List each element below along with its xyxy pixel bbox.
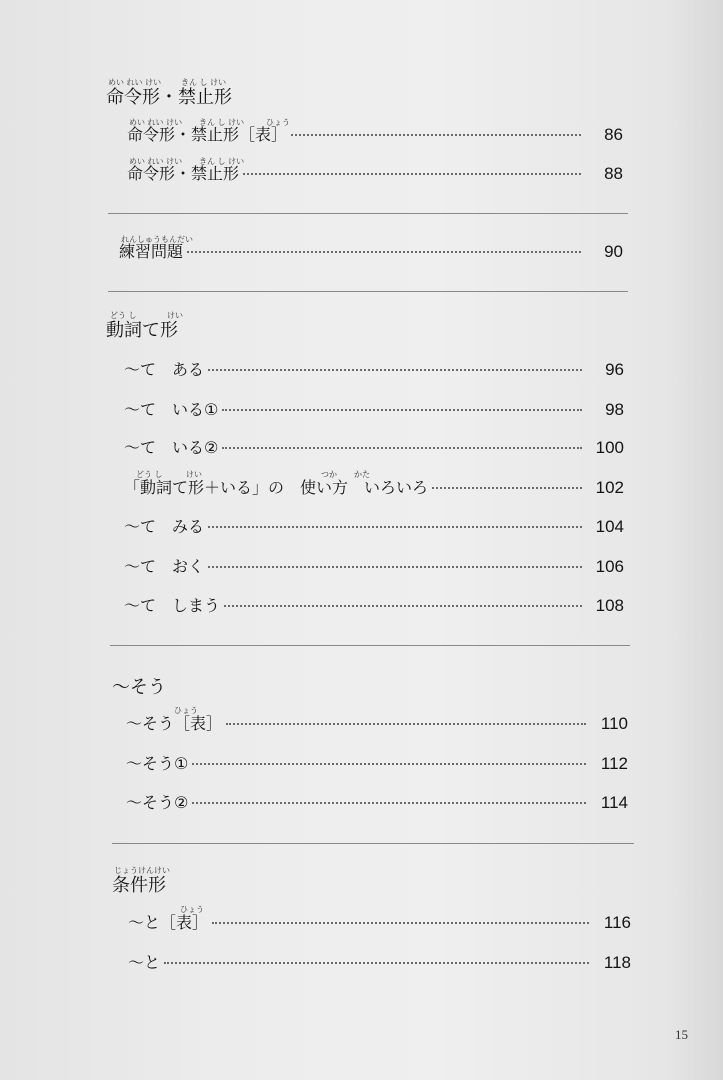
dot-leader — [192, 802, 586, 804]
entry-label: 〜て いる① — [124, 400, 219, 419]
dot-leader — [243, 173, 581, 175]
page-folio-number: 15 — [675, 1027, 688, 1042]
entry-label: 〜て ある — [124, 360, 205, 379]
dot-leader — [208, 369, 582, 371]
section-divider — [108, 291, 628, 292]
toc-entry[interactable] — [127, 163, 623, 185]
furigana-meirei: めい れい けい — [108, 78, 162, 87]
entry-label: 命令形・禁止形［表］ — [127, 125, 288, 144]
dot-leader — [222, 409, 582, 411]
entry-page-number: 98 — [605, 400, 624, 419]
entry-page-number: 118 — [603, 953, 631, 972]
section-heading-sou: 〜そう — [112, 677, 166, 698]
entry-page-number: 108 — [595, 596, 624, 615]
entry-page-number: 100 — [595, 438, 624, 457]
furigana-kinshi: きん し けい — [181, 78, 227, 87]
furigana-kinshi: きん し けい — [199, 157, 245, 166]
entry-page-number: 110 — [600, 714, 628, 733]
dot-leader — [164, 962, 589, 964]
entry-page-number: 104 — [595, 517, 624, 536]
section-divider — [108, 213, 628, 214]
entry-page-number: 96 — [605, 360, 624, 379]
toc-entry[interactable] — [126, 753, 628, 775]
entry-label: 〜て しまう — [124, 596, 221, 615]
entry-label: 〜と［表］ — [128, 913, 209, 932]
furigana-doushi: どう し — [110, 311, 137, 320]
dot-leader — [192, 763, 586, 765]
entry-page-number: 112 — [600, 754, 628, 773]
dot-leader — [291, 134, 581, 136]
section-heading-meireikei: 命令形・禁止形 — [106, 87, 232, 108]
entry-label: 命令形・禁止形 — [127, 164, 240, 183]
furigana-hyou: ひょう — [180, 905, 204, 914]
toc-entry[interactable] — [128, 912, 631, 934]
toc-entry[interactable] — [124, 556, 624, 578]
toc-entry[interactable] — [126, 713, 628, 735]
entry-label: 〜そう② — [126, 793, 189, 812]
section-divider — [112, 843, 634, 844]
furigana-kata: かた — [354, 470, 370, 479]
furigana-meirei: めい れい けい — [129, 118, 183, 127]
dot-leader — [226, 723, 586, 725]
toc-entry[interactable] — [124, 477, 624, 499]
dot-leader — [208, 526, 582, 528]
furigana-kei: けい — [186, 470, 202, 479]
entry-label: 〜て おく — [124, 557, 205, 576]
toc-entry[interactable] — [124, 437, 624, 459]
dot-leader — [432, 487, 582, 489]
entry-page-number: 106 — [595, 557, 624, 576]
entry-label: 〜て いる② — [124, 438, 219, 457]
entry-label: 〜そう① — [126, 754, 189, 773]
dot-leader — [212, 922, 589, 924]
entry-page-number: 88 — [604, 164, 623, 183]
furigana-jouken: じょうけんけい — [114, 866, 170, 875]
entry-label: 〜そう［表］ — [126, 714, 223, 733]
toc-entry[interactable] — [124, 359, 624, 381]
section-divider — [110, 645, 630, 646]
toc-entry[interactable] — [124, 516, 624, 538]
entry-label: 「動詞て形＋いる」の 使い方 いろいろ — [124, 478, 429, 497]
entry-page-number: 90 — [604, 242, 623, 261]
furigana-hyou: ひょう — [174, 706, 198, 715]
furigana-kinshi: きん し けい — [199, 118, 245, 127]
dot-leader — [187, 251, 581, 253]
toc-entry[interactable] — [119, 241, 623, 263]
furigana-hyou: ひょう — [266, 118, 290, 127]
dot-leader — [224, 605, 582, 607]
dot-leader — [208, 566, 582, 568]
entry-page-number: 116 — [603, 913, 631, 932]
toc-entry[interactable] — [127, 124, 623, 146]
entry-page-number: 102 — [595, 478, 624, 497]
entry-label: 練習問題 — [119, 242, 184, 261]
section-heading-jouken: 条件形 — [112, 875, 166, 896]
entry-label: 〜て みる — [124, 517, 205, 536]
furigana-tsukai: つか — [321, 470, 337, 479]
dot-leader — [222, 447, 582, 449]
entry-page-number: 114 — [600, 793, 628, 812]
toc-entry[interactable] — [128, 952, 631, 974]
toc-entry[interactable] — [124, 399, 624, 421]
entry-page-number: 86 — [604, 125, 623, 144]
toc-entry[interactable] — [126, 792, 628, 814]
furigana-doushi: どう し — [136, 470, 163, 479]
furigana-renshuu: れんしゅうもんだい — [121, 235, 193, 244]
furigana-kei: けい — [167, 311, 183, 320]
entry-label: 〜と — [128, 953, 161, 972]
furigana-meirei: めい れい けい — [129, 157, 183, 166]
toc-entry[interactable] — [124, 595, 624, 617]
section-heading-doushi-te: 動詞て形 — [106, 320, 178, 341]
